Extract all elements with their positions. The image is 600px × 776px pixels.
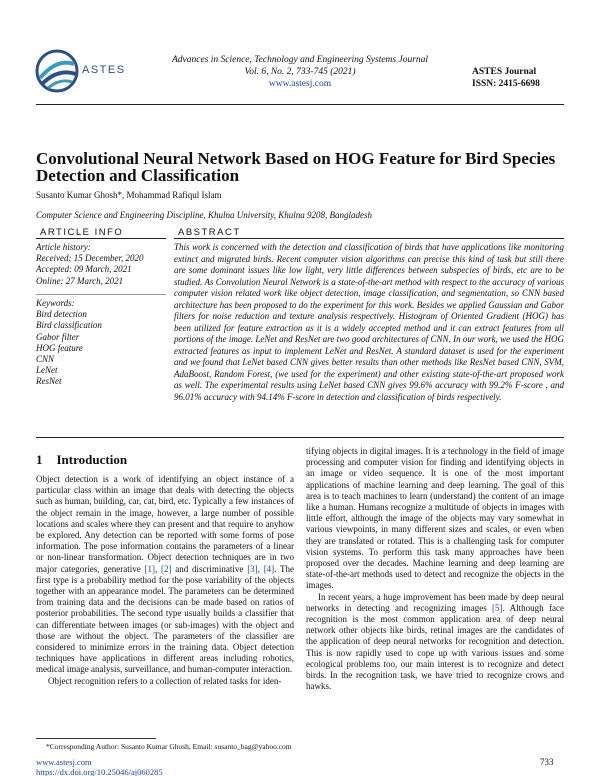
keywords-divider — [36, 294, 166, 295]
astes-logo — [34, 48, 152, 94]
globe-icon — [34, 48, 80, 94]
section-heading — [36, 452, 127, 468]
body-paragraph — [306, 592, 564, 693]
abstract-bottom-rule — [36, 437, 564, 438]
section-title: Introduction — [56, 452, 128, 467]
citation-link[interactable]: [1] — [144, 563, 155, 574]
citation-link[interactable]: [3] — [247, 563, 258, 574]
citation-link[interactable]: [5] — [492, 602, 503, 613]
abstract-heading: ABSTRACT — [178, 227, 241, 238]
body-paragraph — [306, 446, 564, 592]
journal-url-link[interactable]: www.astesj.com — [268, 79, 332, 89]
paragraph-text: . Although face recognition is the most common application area of deep neural network other objects like birds, retinal images are the candidates of the application of deep neural networks for recognition and detection. This is now rapidly used to cope up with various issues and some ecological problems too, our main interest is to recognize and detect birds. In the recognition task, we have tried to recognize crows and hawks. — [306, 602, 564, 692]
paragraph-text: tifying objects in digital images. It is a technology in the field of image processing and computer vision for finding and identifying objects in an image or video sequence. It is one of the most important applications of machine learning and deep learning. The goal of this area is to teach machines to learn (understand) the content of an image like a human. Humans recognize a multitude of objects in images with little effort, although the image of the objects may vary somewhat in various viewpoints, in many different sizes and scales, or even when they are translated or rotated. This is a challenging task for computer vision systems. To perform this task many approaches have been proposed over the decades. Machine learning and deep learning are state-of-the-art methods used to detect and recognize the objects in the images. — [306, 446, 564, 591]
keywords — [36, 298, 166, 388]
keyword: Bird classification — [36, 320, 102, 331]
keyword: HOG feature — [36, 342, 83, 353]
citation-link[interactable]: [2] — [160, 563, 172, 574]
citation-link[interactable]: [4] — [263, 563, 275, 574]
footnote-rule — [36, 738, 156, 739]
body-paragraph — [36, 474, 294, 676]
body-column-left — [36, 474, 294, 687]
history-online: Online: 27 March, 2021 — [36, 275, 124, 286]
article-history — [36, 242, 166, 287]
header-rule — [36, 104, 564, 105]
history-received: Received: 15 December, 2020 — [36, 253, 144, 264]
footnote: *Corresponding Author: Susanto Kumar Ghosh, Email: susanto_bag@yahoo.com — [46, 742, 292, 751]
logo-text: ASTES — [82, 64, 126, 76]
page-number: 733 — [540, 757, 554, 767]
keywords-heading: Keywords: — [36, 298, 75, 308]
section-number: 1 — [36, 452, 43, 467]
abstract-text: This work is concerned with the detection and classification of birds that have applications like monitoring extinct and migrated birds. Recent computer vision algorithms can precise this kind of task but still there are some dominant issues like low light, very little differences between subspecies of birds, etc are to be studied. As Convolution Neural Network is a state-of-the-art method with respect to the accuracy of various computer vision related work like object detection, image classification, and segmentation, so CNN based architecture has been proposed to do the experiment for this work. Besides we applied Gaussian and Gabor filters for noise reduction and texture analysis respectively. Histogram of Oriented Gradient (HOG) has been utilized for feature extraction as it is a widely accepted method and it can extract features from all portions of the image. LeNet and ResNet are two good architectures of CNN. In our work, we used the HOG extracted features as input to implement LeNet and ResNet. A standard dataset is used for the experiment and we found that LeNet based CNN gives better results than other methods like ResNet based CNN, SVM, AdaBoost, Random Forest, (we used for the experiment) and other existing state-of-the-art proposed work as well. The experimental results using LeNet based CNN gives 99.6% accuracy with 99.2% F-score , and 96.01% accuracy with 94.14% F-score in detection and classification of birds respectively. — [174, 242, 564, 402]
keyword: ResNet — [36, 376, 62, 387]
abstract-rule — [174, 238, 564, 239]
issn-box — [472, 66, 540, 90]
paper-title: Convolutional Neural Network Based on HOG Feature for Bird Species Detection and Classification — [36, 149, 556, 185]
article-info-heading: ARTICLE INFO — [40, 227, 124, 238]
paper-affiliation: Computer Science and Engineering Discipline, Khulna University, Khulna 9208, Bangladesh — [36, 210, 372, 220]
history-accepted: Accepted: 09 March, 2021 — [36, 264, 132, 275]
paragraph-text: and discriminative — [171, 563, 248, 574]
paragraph-text: , — [257, 563, 264, 574]
keyword: LeNet — [36, 365, 58, 376]
paragraph-text: , — [154, 563, 161, 574]
paragraph-text: In recent years, a huge improvement has been made by deep neural networks in detecting and recognizing images — [306, 591, 564, 613]
keyword: CNN — [36, 354, 55, 365]
paragraph-text: Object recognition refers to a collection of related tasks for iden- — [48, 675, 282, 686]
paragraph-text: Object detection is a work of identifying an object instance of a particular class within an image that deals with detecting the objects such as human, building, car, cat, bird, etc. Typically a few instances of the object remain in the image, however, a large number of possible locations and scales where they can present and that require to anyhow be explored. Any detection can be reported with some forms of pose information. The pose information contains the parameters of a linear or non-linear transformation. Object detection techniques are in two major categories, generative — [36, 474, 294, 574]
article-info-rule — [36, 238, 166, 239]
paper-authors: Susanto Kumar Ghosh*, Mohammad Rafiqul Islam — [36, 190, 222, 200]
history-label: Article history: — [36, 242, 91, 252]
footer-doi-link[interactable]: https://dx.doi.org/10.25046/aj060285 — [36, 767, 163, 776]
keyword: Bird detection — [36, 309, 87, 320]
issn-journal: ASTES Journal — [472, 67, 537, 77]
journal-volume: Vol. 6, No. 2, 733-745 (2021) — [244, 67, 356, 77]
issn-number: ISSN: 2415-6698 — [472, 79, 540, 89]
body-paragraph — [36, 676, 294, 687]
paragraph-text: . The first type is a probability method for the pose variability of the objects together with an appearance model. The parameters can be determined from training data and the decisions can be made based on ratios of posterior probabilities. The second type usually builds a classifier that can differentiate between images (or sub-images) with the object and those are without the object. The parameters of the classifier are considered to minimize errors in the training data. Object detection techniques have applications in different areas including robotics, medical image analysis, surveillance, and human-computer interaction. — [36, 563, 295, 675]
journal-name: Advances in Science, Technology and Engineering Systems Journal — [171, 55, 429, 65]
keyword: Gabor filter — [36, 331, 80, 342]
footer-links — [36, 757, 163, 776]
body-column-right — [306, 446, 564, 692]
journal-header — [150, 54, 450, 90]
footer-url-link[interactable]: www.astesj.com — [36, 757, 92, 767]
